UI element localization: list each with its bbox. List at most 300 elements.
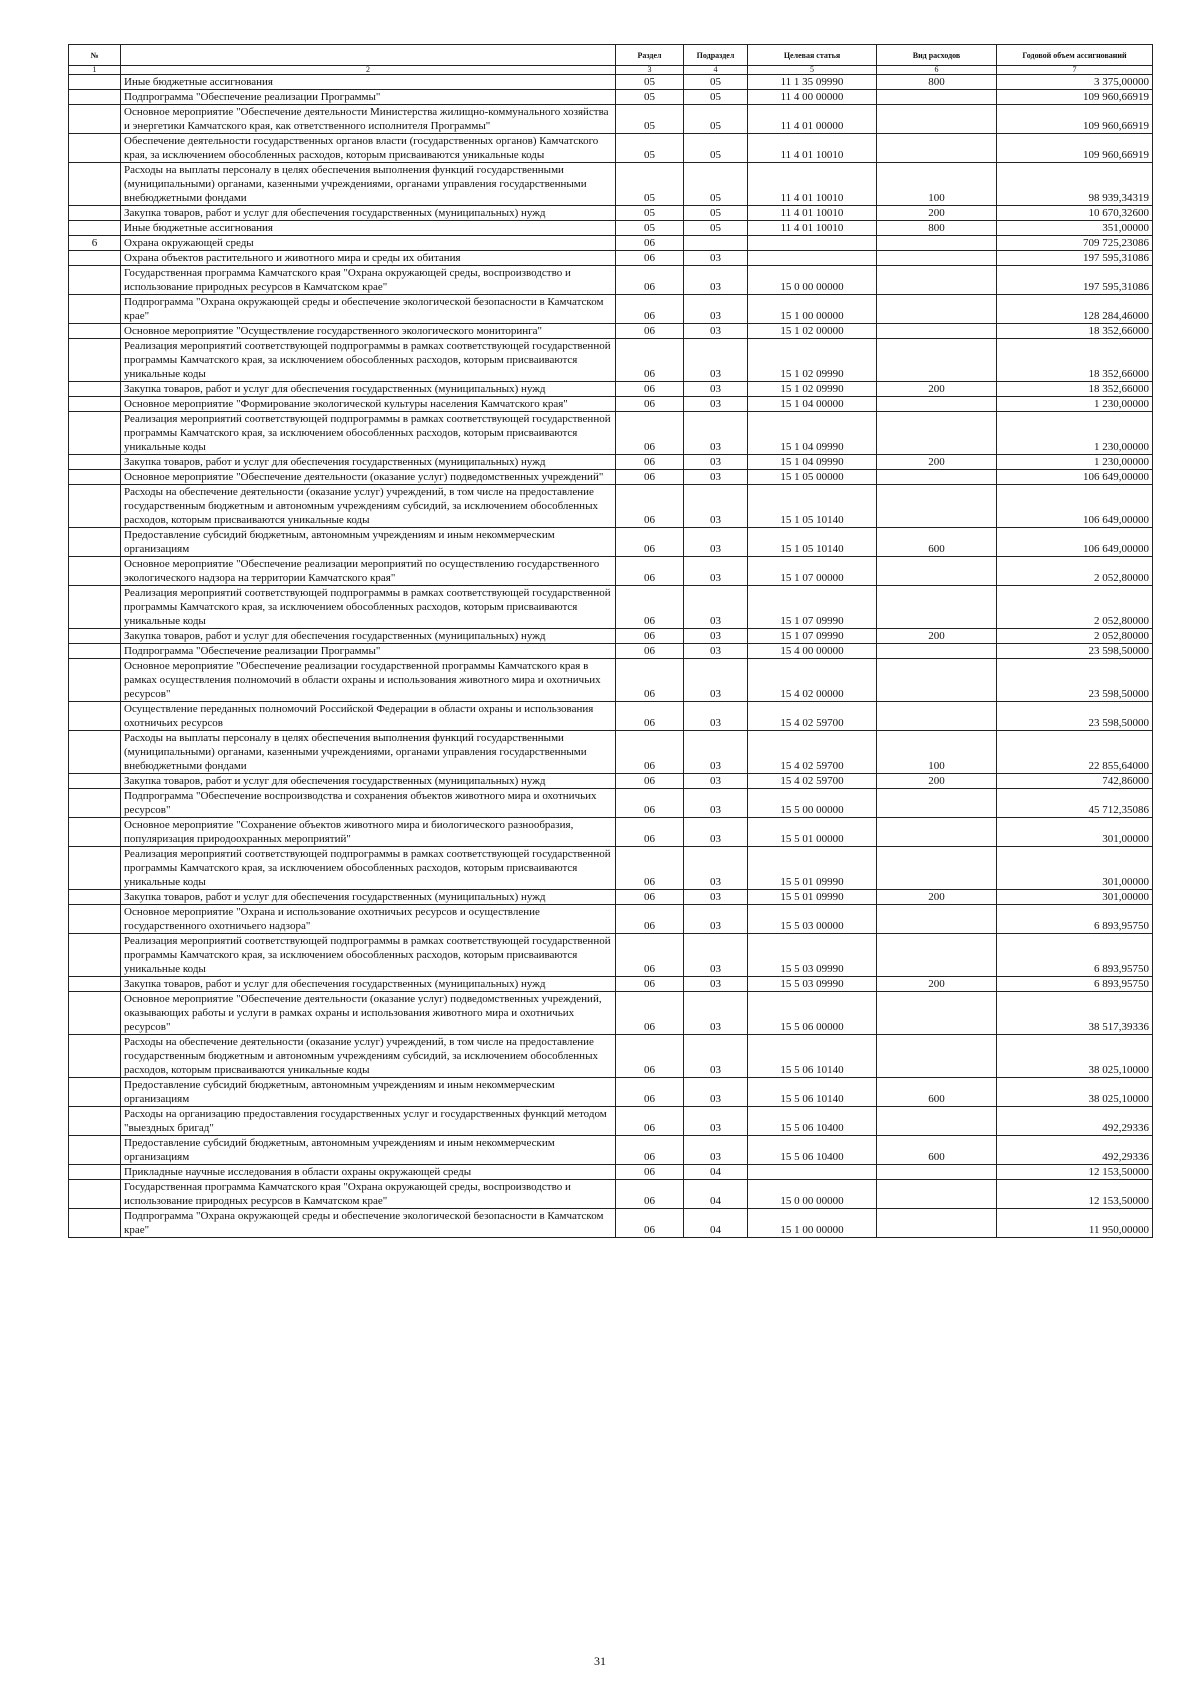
row-number	[69, 455, 121, 470]
row-expense-type	[877, 586, 997, 629]
row-target-article: 15 5 06 10140	[748, 1035, 877, 1078]
row-number	[69, 1180, 121, 1209]
row-podrazdel: 03	[684, 339, 748, 382]
row-amount: 109 960,66919	[997, 134, 1153, 163]
page-number: 31	[594, 1654, 606, 1668]
budget-allocation-table	[68, 44, 1153, 1238]
row-razdel: 06	[616, 847, 684, 890]
row-amount: 1 230,00000	[997, 397, 1153, 412]
row-target-article: 11 4 01 00000	[748, 105, 877, 134]
row-number	[69, 847, 121, 890]
row-expense-type: 600	[877, 1136, 997, 1165]
row-number	[69, 934, 121, 977]
row-target-article: 15 1 05 10140	[748, 528, 877, 557]
row-amount: 197 595,31086	[997, 266, 1153, 295]
row-podrazdel: 03	[684, 470, 748, 485]
header-razdel: Раздел	[616, 45, 684, 66]
row-podrazdel: 03	[684, 644, 748, 659]
row-podrazdel: 03	[684, 251, 748, 266]
row-expense-type	[877, 236, 997, 251]
table-row	[69, 266, 1153, 295]
row-number	[69, 818, 121, 847]
row-description: Подпрограмма "Обеспечение воспроизводства и сохранения объектов животного мира и охотничьих ресурсов"	[121, 789, 616, 818]
row-podrazdel: 03	[684, 659, 748, 702]
table-row	[69, 702, 1153, 731]
row-amount: 10 670,32600	[997, 206, 1153, 221]
row-target-article: 15 1 07 00000	[748, 557, 877, 586]
table-body	[69, 75, 1153, 1238]
column-number: 3	[616, 66, 684, 75]
row-description: Иные бюджетные ассигнования	[121, 75, 616, 90]
row-expense-type	[877, 134, 997, 163]
row-razdel: 06	[616, 412, 684, 455]
row-amount: 23 598,50000	[997, 644, 1153, 659]
row-description: Подпрограмма "Обеспечение реализации Программы"	[121, 90, 616, 105]
row-target-article: 15 5 03 09990	[748, 977, 877, 992]
row-razdel: 06	[616, 1180, 684, 1209]
row-razdel: 06	[616, 1078, 684, 1107]
row-amount: 6 893,95750	[997, 934, 1153, 977]
header-vid: Вид расходов	[877, 45, 997, 66]
row-number	[69, 470, 121, 485]
row-number	[69, 206, 121, 221]
row-expense-type	[877, 251, 997, 266]
row-number	[69, 1035, 121, 1078]
table-row	[69, 75, 1153, 90]
table-row	[69, 324, 1153, 339]
row-podrazdel: 05	[684, 134, 748, 163]
row-expense-type: 200	[877, 774, 997, 789]
row-podrazdel: 03	[684, 528, 748, 557]
row-podrazdel: 03	[684, 890, 748, 905]
row-description: Реализация мероприятий соответствующей подпрограммы в рамках соответствующей государственной программы Камчатского края, за исключением обособленных расходов, которым присваиваются уникальные коды	[121, 586, 616, 629]
row-description: Предоставление субсидий бюджетным, автономным учреждениям и иным некоммерческим организациям	[121, 1078, 616, 1107]
row-target-article: 15 1 00 00000	[748, 1209, 877, 1238]
row-amount: 18 352,66000	[997, 339, 1153, 382]
header-desc	[121, 45, 616, 66]
row-description: Подпрограмма "Охрана окружающей среды и обеспечение экологической безопасности в Камчатском крае"	[121, 1209, 616, 1238]
row-number	[69, 1136, 121, 1165]
row-razdel: 06	[616, 586, 684, 629]
row-podrazdel: 03	[684, 266, 748, 295]
row-podrazdel: 03	[684, 1107, 748, 1136]
row-razdel: 06	[616, 470, 684, 485]
row-target-article: 15 1 05 10140	[748, 485, 877, 528]
row-number	[69, 221, 121, 236]
table-row	[69, 659, 1153, 702]
row-expense-type	[877, 659, 997, 702]
row-razdel: 06	[616, 251, 684, 266]
row-description: Закупка товаров, работ и услуг для обеспечения государственных (муниципальных) нужд	[121, 977, 616, 992]
row-razdel: 06	[616, 644, 684, 659]
row-amount: 197 595,31086	[997, 251, 1153, 266]
table-row	[69, 1107, 1153, 1136]
row-amount: 492,29336	[997, 1107, 1153, 1136]
row-razdel: 06	[616, 629, 684, 644]
row-number	[69, 702, 121, 731]
row-number	[69, 774, 121, 789]
row-podrazdel: 03	[684, 295, 748, 324]
row-number	[69, 251, 121, 266]
row-number	[69, 1165, 121, 1180]
table-row	[69, 586, 1153, 629]
row-amount: 351,00000	[997, 221, 1153, 236]
row-target-article: 15 1 04 00000	[748, 397, 877, 412]
row-podrazdel: 03	[684, 847, 748, 890]
row-podrazdel: 03	[684, 818, 748, 847]
table-row	[69, 847, 1153, 890]
row-podrazdel: 03	[684, 702, 748, 731]
row-description: Закупка товаров, работ и услуг для обеспечения государственных (муниципальных) нужд	[121, 890, 616, 905]
column-number: 5	[748, 66, 877, 75]
row-description: Основное мероприятие "Обеспечение деятельности (оказание услуг) подведомственных учреждений"	[121, 470, 616, 485]
header-amount: Годовой объем ассигнований	[997, 45, 1153, 66]
row-description: Закупка товаров, работ и услуг для обеспечения государственных (муниципальных) нужд	[121, 382, 616, 397]
row-amount: 11 950,00000	[997, 1209, 1153, 1238]
row-amount: 98 939,34319	[997, 163, 1153, 206]
row-amount: 23 598,50000	[997, 659, 1153, 702]
row-podrazdel: 03	[684, 789, 748, 818]
row-number	[69, 905, 121, 934]
row-expense-type	[877, 266, 997, 295]
row-expense-type	[877, 1165, 997, 1180]
column-number: 2	[121, 66, 616, 75]
row-description: Реализация мероприятий соответствующей подпрограммы в рамках соответствующей государственной программы Камчатского края, за исключением обособленных расходов, которым присваиваются уникальные коды	[121, 934, 616, 977]
row-target-article: 15 5 01 09990	[748, 847, 877, 890]
row-target-article: 15 1 07 09990	[748, 586, 877, 629]
row-amount: 301,00000	[997, 847, 1153, 890]
row-razdel: 05	[616, 75, 684, 90]
row-amount: 128 284,46000	[997, 295, 1153, 324]
row-razdel: 06	[616, 324, 684, 339]
row-razdel: 06	[616, 266, 684, 295]
row-description: Закупка товаров, работ и услуг для обеспечения государственных (муниципальных) нужд	[121, 455, 616, 470]
row-expense-type: 200	[877, 455, 997, 470]
row-amount: 38 517,39336	[997, 992, 1153, 1035]
row-expense-type	[877, 934, 997, 977]
header-num: №	[69, 45, 121, 66]
row-target-article: 15 1 05 00000	[748, 470, 877, 485]
row-expense-type	[877, 485, 997, 528]
row-expense-type	[877, 702, 997, 731]
row-expense-type	[877, 105, 997, 134]
row-number	[69, 105, 121, 134]
row-razdel: 05	[616, 221, 684, 236]
table-row	[69, 890, 1153, 905]
row-description: Основное мероприятие "Формирование экологической культуры населения Камчатского края"	[121, 397, 616, 412]
row-razdel: 06	[616, 485, 684, 528]
table-row	[69, 1136, 1153, 1165]
row-description: Реализация мероприятий соответствующей подпрограммы в рамках соответствующей государственной программы Камчатского края, за исключением обособленных расходов, которым присваиваются уникальные коды	[121, 339, 616, 382]
row-razdel: 05	[616, 90, 684, 105]
table-row	[69, 934, 1153, 977]
row-target-article: 15 1 00 00000	[748, 295, 877, 324]
row-razdel: 06	[616, 1035, 684, 1078]
row-razdel: 06	[616, 557, 684, 586]
row-description: Основное мероприятие "Обеспечение деятельности (оказание услуг) подведомственных учреждений, оказывающих работы и услуги в рамках охраны и использования животного мира и охотничьих ресурсов"	[121, 992, 616, 1035]
row-number	[69, 295, 121, 324]
row-podrazdel: 03	[684, 412, 748, 455]
column-number: 4	[684, 66, 748, 75]
table-row	[69, 1078, 1153, 1107]
row-target-article: 15 4 02 59700	[748, 731, 877, 774]
row-description: Предоставление субсидий бюджетным, автономным учреждениям и иным некоммерческим организациям	[121, 1136, 616, 1165]
row-razdel: 05	[616, 134, 684, 163]
row-expense-type: 200	[877, 890, 997, 905]
row-podrazdel: 05	[684, 75, 748, 90]
row-target-article	[748, 236, 877, 251]
row-target-article: 11 4 01 10010	[748, 221, 877, 236]
column-number: 1	[69, 66, 121, 75]
row-number	[69, 266, 121, 295]
table-row	[69, 485, 1153, 528]
row-razdel: 05	[616, 105, 684, 134]
row-podrazdel: 03	[684, 977, 748, 992]
row-expense-type: 100	[877, 731, 997, 774]
row-amount: 2 052,80000	[997, 557, 1153, 586]
row-podrazdel: 03	[684, 1078, 748, 1107]
row-expense-type	[877, 557, 997, 586]
table-row	[69, 221, 1153, 236]
row-razdel: 06	[616, 1107, 684, 1136]
row-expense-type	[877, 339, 997, 382]
table-row	[69, 774, 1153, 789]
row-expense-type: 200	[877, 977, 997, 992]
table-row	[69, 977, 1153, 992]
row-number	[69, 1078, 121, 1107]
row-podrazdel: 05	[684, 206, 748, 221]
row-podrazdel: 03	[684, 557, 748, 586]
table-row	[69, 105, 1153, 134]
row-razdel: 06	[616, 397, 684, 412]
row-target-article: 15 4 02 00000	[748, 659, 877, 702]
row-amount: 1 230,00000	[997, 412, 1153, 455]
row-description: Охрана окружающей среды	[121, 236, 616, 251]
row-target-article: 15 0 00 00000	[748, 1180, 877, 1209]
table-row	[69, 206, 1153, 221]
row-target-article: 11 4 00 00000	[748, 90, 877, 105]
table-row	[69, 470, 1153, 485]
table-row	[69, 382, 1153, 397]
table-row	[69, 251, 1153, 266]
row-expense-type	[877, 644, 997, 659]
row-target-article: 15 5 06 10400	[748, 1136, 877, 1165]
row-razdel: 06	[616, 295, 684, 324]
row-expense-type: 200	[877, 206, 997, 221]
row-target-article: 15 1 07 09990	[748, 629, 877, 644]
row-podrazdel: 03	[684, 397, 748, 412]
row-target-article: 11 4 01 10010	[748, 134, 877, 163]
row-description: Реализация мероприятий соответствующей подпрограммы в рамках соответствующей государственной программы Камчатского края, за исключением обособленных расходов, которым присваиваются уникальные коды	[121, 412, 616, 455]
row-target-article: 15 1 04 09990	[748, 455, 877, 470]
row-target-article: 15 5 06 10400	[748, 1107, 877, 1136]
row-number	[69, 731, 121, 774]
row-number	[69, 629, 121, 644]
row-expense-type	[877, 412, 997, 455]
row-description: Иные бюджетные ассигнования	[121, 221, 616, 236]
row-podrazdel: 03	[684, 992, 748, 1035]
row-target-article: 15 5 03 00000	[748, 905, 877, 934]
table-row	[69, 163, 1153, 206]
row-amount: 6 893,95750	[997, 977, 1153, 992]
row-razdel: 06	[616, 731, 684, 774]
row-podrazdel: 03	[684, 485, 748, 528]
column-number: 6	[877, 66, 997, 75]
row-amount: 106 649,00000	[997, 470, 1153, 485]
row-number	[69, 557, 121, 586]
row-description: Прикладные научные исследования в области охраны окружающей среды	[121, 1165, 616, 1180]
row-razdel: 06	[616, 774, 684, 789]
row-description: Подпрограмма "Обеспечение реализации Программы"	[121, 644, 616, 659]
row-razdel: 06	[616, 992, 684, 1035]
row-number	[69, 485, 121, 528]
row-amount: 12 153,50000	[997, 1180, 1153, 1209]
row-amount: 742,86000	[997, 774, 1153, 789]
table-row	[69, 528, 1153, 557]
row-razdel: 06	[616, 1136, 684, 1165]
row-description: Расходы на обеспечение деятельности (оказание услуг) учреждений, в том числе на предоставление государственным бюджетным и автономным учреждениям субсидий, за исключением обособленных расходов, которым присваиваются уникальные коды	[121, 1035, 616, 1078]
row-description: Закупка товаров, работ и услуг для обеспечения государственных (муниципальных) нужд	[121, 629, 616, 644]
row-number	[69, 789, 121, 818]
row-description: Предоставление субсидий бюджетным, автономным учреждениям и иным некоммерческим организациям	[121, 528, 616, 557]
row-description: Основное мероприятие "Обеспечение деятельности Министерства жилищно-коммунального хозяйства и энергетики Камчатского края, как ответственного исполнителя Программы"	[121, 105, 616, 134]
row-target-article: 15 5 00 00000	[748, 789, 877, 818]
row-razdel: 06	[616, 905, 684, 934]
row-amount: 38 025,10000	[997, 1035, 1153, 1078]
row-target-article	[748, 1165, 877, 1180]
row-description: Обеспечение деятельности государственных органов власти (государственных органов) Камчатского края, за исключением обособленных расходов, которым присваиваются уникальные коды	[121, 134, 616, 163]
row-podrazdel: 04	[684, 1209, 748, 1238]
row-expense-type: 800	[877, 75, 997, 90]
row-amount: 301,00000	[997, 818, 1153, 847]
row-podrazdel: 05	[684, 221, 748, 236]
row-expense-type: 800	[877, 221, 997, 236]
row-razdel: 06	[616, 1165, 684, 1180]
row-expense-type	[877, 905, 997, 934]
row-amount: 301,00000	[997, 890, 1153, 905]
row-expense-type: 600	[877, 528, 997, 557]
row-amount: 6 893,95750	[997, 905, 1153, 934]
row-podrazdel: 03	[684, 934, 748, 977]
row-razdel: 06	[616, 1209, 684, 1238]
row-expense-type	[877, 1107, 997, 1136]
row-expense-type: 100	[877, 163, 997, 206]
row-target-article: 15 4 02 59700	[748, 774, 877, 789]
row-description: Закупка товаров, работ и услуг для обеспечения государственных (муниципальных) нужд	[121, 774, 616, 789]
row-podrazdel: 05	[684, 163, 748, 206]
row-podrazdel: 03	[684, 629, 748, 644]
row-target-article: 15 1 04 09990	[748, 412, 877, 455]
row-expense-type	[877, 324, 997, 339]
row-podrazdel: 05	[684, 105, 748, 134]
row-amount: 2 052,80000	[997, 629, 1153, 644]
row-description: Государственная программа Камчатского края "Охрана окружающей среды, воспроизводство и использование природных ресурсов в Камчатском крае"	[121, 266, 616, 295]
row-expense-type	[877, 1035, 997, 1078]
row-number	[69, 528, 121, 557]
row-amount: 709 725,23086	[997, 236, 1153, 251]
row-target-article: 15 4 02 59700	[748, 702, 877, 731]
row-description: Закупка товаров, работ и услуг для обеспечения государственных (муниципальных) нужд	[121, 206, 616, 221]
row-target-article	[748, 251, 877, 266]
row-expense-type	[877, 295, 997, 324]
row-amount: 106 649,00000	[997, 528, 1153, 557]
row-razdel: 06	[616, 818, 684, 847]
row-amount: 23 598,50000	[997, 702, 1153, 731]
table-row	[69, 236, 1153, 251]
row-target-article: 15 5 01 00000	[748, 818, 877, 847]
row-target-article: 15 5 01 09990	[748, 890, 877, 905]
row-number	[69, 659, 121, 702]
row-podrazdel: 03	[684, 731, 748, 774]
row-razdel: 06	[616, 789, 684, 818]
row-number	[69, 1209, 121, 1238]
table-row	[69, 134, 1153, 163]
budget-table-sheet	[68, 44, 1152, 1238]
row-expense-type: 200	[877, 629, 997, 644]
table-row	[69, 1180, 1153, 1209]
row-expense-type	[877, 1180, 997, 1209]
row-razdel: 06	[616, 659, 684, 702]
table-row	[69, 90, 1153, 105]
row-number	[69, 412, 121, 455]
row-razdel: 06	[616, 528, 684, 557]
row-target-article: 15 5 06 10140	[748, 1078, 877, 1107]
row-description: Осуществление переданных полномочий Российской Федерации в области охраны и использования охотничьих ресурсов	[121, 702, 616, 731]
row-amount: 106 649,00000	[997, 485, 1153, 528]
header-podrazdel: Подраздел	[684, 45, 748, 66]
row-amount: 492,29336	[997, 1136, 1153, 1165]
row-description: Расходы на обеспечение деятельности (оказание услуг) учреждений, в том числе на предоставление государственным бюджетным и автономным учреждениям субсидий, за исключением обособленных расходов, которым присваиваются уникальные коды	[121, 485, 616, 528]
row-razdel: 06	[616, 455, 684, 470]
row-number	[69, 163, 121, 206]
table-row	[69, 818, 1153, 847]
row-amount: 109 960,66919	[997, 90, 1153, 105]
table-row	[69, 644, 1153, 659]
row-description: Основное мероприятие "Обеспечение реализации государственной программы Камчатского края в рамках осуществления полномочий в области охраны и использования животного мира и охотничьих ресурсов"	[121, 659, 616, 702]
table-row	[69, 1165, 1153, 1180]
row-podrazdel: 03	[684, 455, 748, 470]
row-podrazdel: 03	[684, 774, 748, 789]
table-row	[69, 905, 1153, 934]
row-amount: 22 855,64000	[997, 731, 1153, 774]
row-target-article: 15 4 00 00000	[748, 644, 877, 659]
row-razdel: 06	[616, 339, 684, 382]
row-description: Расходы на выплаты персоналу в целях обеспечения выполнения функций государственными (муниципальными) органами, казенными учреждениями, органами управления государственными внебюджетными фондами	[121, 731, 616, 774]
row-description: Подпрограмма "Охрана окружающей среды и обеспечение экологической безопасности в Камчатском крае"	[121, 295, 616, 324]
row-target-article: 11 1 35 09990	[748, 75, 877, 90]
row-description: Реализация мероприятий соответствующей подпрограммы в рамках соответствующей государственной программы Камчатского края, за исключением обособленных расходов, которым присваиваются уникальные коды	[121, 847, 616, 890]
row-target-article: 15 1 02 09990	[748, 382, 877, 397]
row-description: Охрана объектов растительного и животного мира и среды их обитания	[121, 251, 616, 266]
row-amount: 1 230,00000	[997, 455, 1153, 470]
row-target-article: 15 1 02 09990	[748, 339, 877, 382]
row-expense-type	[877, 1209, 997, 1238]
row-target-article: 15 5 06 00000	[748, 992, 877, 1035]
row-expense-type	[877, 397, 997, 412]
table-header	[69, 45, 1153, 75]
row-number	[69, 992, 121, 1035]
table-row	[69, 629, 1153, 644]
row-podrazdel: 03	[684, 324, 748, 339]
row-podrazdel: 05	[684, 90, 748, 105]
row-description: Основное мероприятие "Обеспечение реализации мероприятий по осуществлению государственного экологического надзора на территории Камчатского края"	[121, 557, 616, 586]
row-expense-type	[877, 818, 997, 847]
row-podrazdel: 03	[684, 586, 748, 629]
row-expense-type	[877, 992, 997, 1035]
row-amount: 18 352,66000	[997, 382, 1153, 397]
row-description: Основное мероприятие "Сохранение объектов животного мира и биологического разнообразия, популяризация природоохранных мероприятий"	[121, 818, 616, 847]
row-number	[69, 75, 121, 90]
